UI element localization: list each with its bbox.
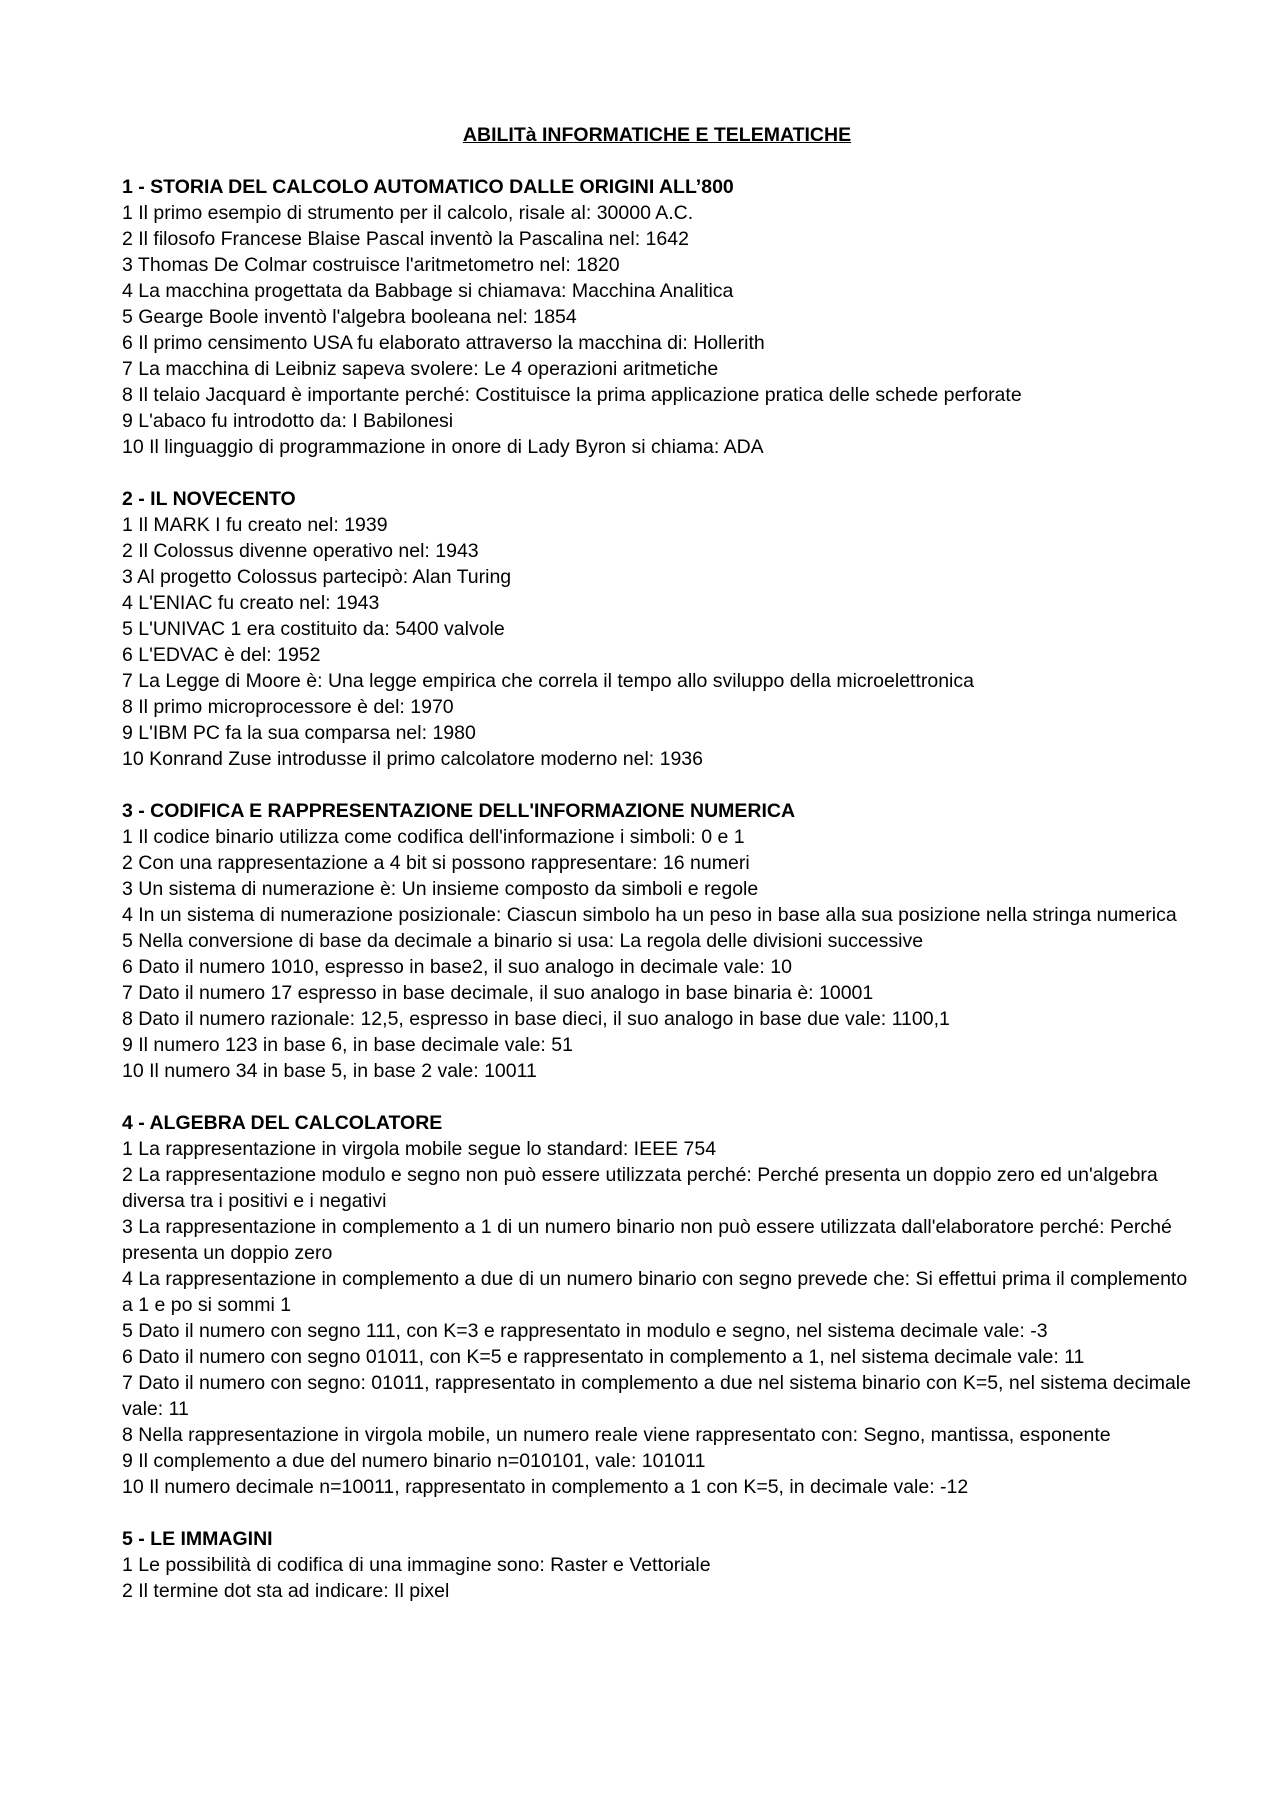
question-item: 6 Dato il numero con segno 01011, con K=5 e rappresentato in complemento a 1, nel sistema decimale vale: 11	[122, 1346, 1085, 1368]
question-item: 8 Dato il numero razionale: 12,5, espresso in base dieci, il suo analogo in base due vale: 1100,1	[122, 1008, 950, 1030]
question-item: 1 La rappresentazione in virgola mobile segue lo standard: IEEE 754	[122, 1138, 717, 1160]
question-item: 3 La rappresentazione in complemento a 1 di un numero binario non può essere utilizzata dall'elaboratore perché: Perché presenta un doppio zero	[122, 1216, 1172, 1264]
question-item: 4 L'ENIAC fu creato nel: 1943	[122, 592, 380, 614]
question-item: 10 Il numero 34 in base 5, in base 2 vale: 10011	[122, 1060, 537, 1082]
question-item: 1 Il MARK I fu creato nel: 1939	[122, 514, 388, 536]
question-item: 2 Il termine dot sta ad indicare: Il pixel	[122, 1580, 450, 1602]
question-item: 9 L'IBM PC fa la sua comparsa nel: 1980	[122, 722, 476, 744]
section-4	[122, 1110, 1192, 1500]
section-3	[122, 798, 1192, 1084]
question-item: 2 Il filosofo Francese Blaise Pascal inventò la Pascalina nel: 1642	[122, 228, 689, 250]
question-item: 6 L'EDVAC è del: 1952	[122, 644, 321, 666]
question-item: 10 Il numero decimale n=10011, rappresentato in complemento a 1 con K=5, in decimale vale: -12	[122, 1476, 969, 1498]
question-item: 3 Al progetto Colossus partecipò: Alan Turing	[122, 566, 512, 588]
question-item: 8 Il primo microprocessore è del: 1970	[122, 696, 454, 718]
question-item: 8 Nella rappresentazione in virgola mobile, un numero reale viene rappresentato con: Segno, mantissa, esponente	[122, 1424, 1111, 1446]
section-5	[122, 1526, 1192, 1604]
question-item: 4 La macchina progettata da Babbage si chiamava: Macchina Analitica	[122, 280, 734, 302]
question-item: 6 Il primo censimento USA fu elaborato attraverso la macchina di: Hollerith	[122, 332, 765, 354]
question-item: 4 In un sistema di numerazione posizionale: Ciascun simbolo ha un peso in base alla sua posizione nella stringa numerica	[122, 904, 1177, 926]
section-heading: 2 - IL NOVECENTO	[122, 488, 296, 510]
question-item: 5 Dato il numero con segno 111, con K=3 e rappresentato in modulo e segno, nel sistema decimale vale: -3	[122, 1320, 1048, 1342]
question-item: 3 Thomas De Colmar costruisce l'aritmetometro nel: 1820	[122, 254, 620, 276]
question-item: 10 Il linguaggio di programmazione in onore di Lady Byron si chiama: ADA	[122, 436, 764, 458]
question-item: 1 Il codice binario utilizza come codifica dell'informazione i simboli: 0 e 1	[122, 826, 745, 848]
question-item: 1 Il primo esempio di strumento per il calcolo, risale al: 30000 A.C.	[122, 202, 694, 224]
question-item: 9 L'abaco fu introdotto da: I Babilonesi	[122, 410, 454, 432]
question-item: 10 Konrand Zuse introdusse il primo calcolatore moderno nel: 1936	[122, 748, 704, 770]
sections-container	[122, 174, 1192, 1604]
question-item: 7 La macchina di Leibniz sapeva svolere: Le 4 operazioni aritmetiche	[122, 358, 719, 380]
question-item: 9 Il complemento a due del numero binario n=010101, vale: 101011	[122, 1450, 706, 1472]
section-heading: 3 - CODIFICA E RAPPRESENTAZIONE DELL'INFORMAZIONE NUMERICA	[122, 800, 796, 822]
section-heading: 1 - STORIA DEL CALCOLO AUTOMATICO DALLE ORIGINI ALL’800	[122, 176, 734, 198]
question-item: 7 La Legge di Moore è: Una legge empirica che correla il tempo allo sviluppo della microelettronica	[122, 670, 974, 692]
document-body	[122, 122, 1192, 1604]
question-item: 6 Dato il numero 1010, espresso in base2, il suo analogo in decimale vale: 10	[122, 956, 792, 978]
section-heading: 4 - ALGEBRA DEL CALCOLATORE	[122, 1112, 443, 1134]
question-item: 3 Un sistema di numerazione è: Un insieme composto da simboli e regole	[122, 878, 759, 900]
question-item: 7 Dato il numero 17 espresso in base decimale, il suo analogo in base binaria è: 10001	[122, 982, 874, 1004]
section-1	[122, 174, 1192, 460]
question-item: 7 Dato il numero con segno: 01011, rappresentato in complemento a due nel sistema binario con K=5, nel sistema decimale vale: 11	[122, 1372, 1191, 1420]
section-heading: 5 - LE IMMAGINI	[122, 1528, 273, 1550]
question-item: 4 La rappresentazione in complemento a due di un numero binario con segno prevede che: Si effettui prima il complemento a 1 e po si sommi 1	[122, 1268, 1188, 1316]
question-item: 2 La rappresentazione modulo e segno non può essere utilizzata perché: Perché presenta un doppio zero ed un'algebra diversa tra i positivi e i negativi	[122, 1164, 1158, 1212]
question-item: 9 Il numero 123 in base 6, in base decimale vale: 51	[122, 1034, 573, 1056]
question-item: 5 Gearge Boole inventò l'algebra booleana nel: 1854	[122, 306, 577, 328]
question-item: 2 Il Colossus divenne operativo nel: 1943	[122, 540, 479, 562]
question-item: 2 Con una rappresentazione a 4 bit si possono rappresentare: 16 numeri	[122, 852, 750, 874]
question-item: 5 Nella conversione di base da decimale a binario si usa: La regola delle divisioni successive	[122, 930, 924, 952]
document-title: ABILITà INFORMATICHE E TELEMATICHE	[462, 124, 852, 146]
question-item: 8 Il telaio Jacquard è importante perché: Costituisce la prima applicazione pratica delle schede perforate	[122, 384, 1022, 406]
question-item: 1 Le possibilità di codifica di una immagine sono: Raster e Vettoriale	[122, 1554, 711, 1576]
question-item: 5 L'UNIVAC 1 era costituito da: 5400 valvole	[122, 618, 505, 640]
section-2	[122, 486, 1192, 772]
